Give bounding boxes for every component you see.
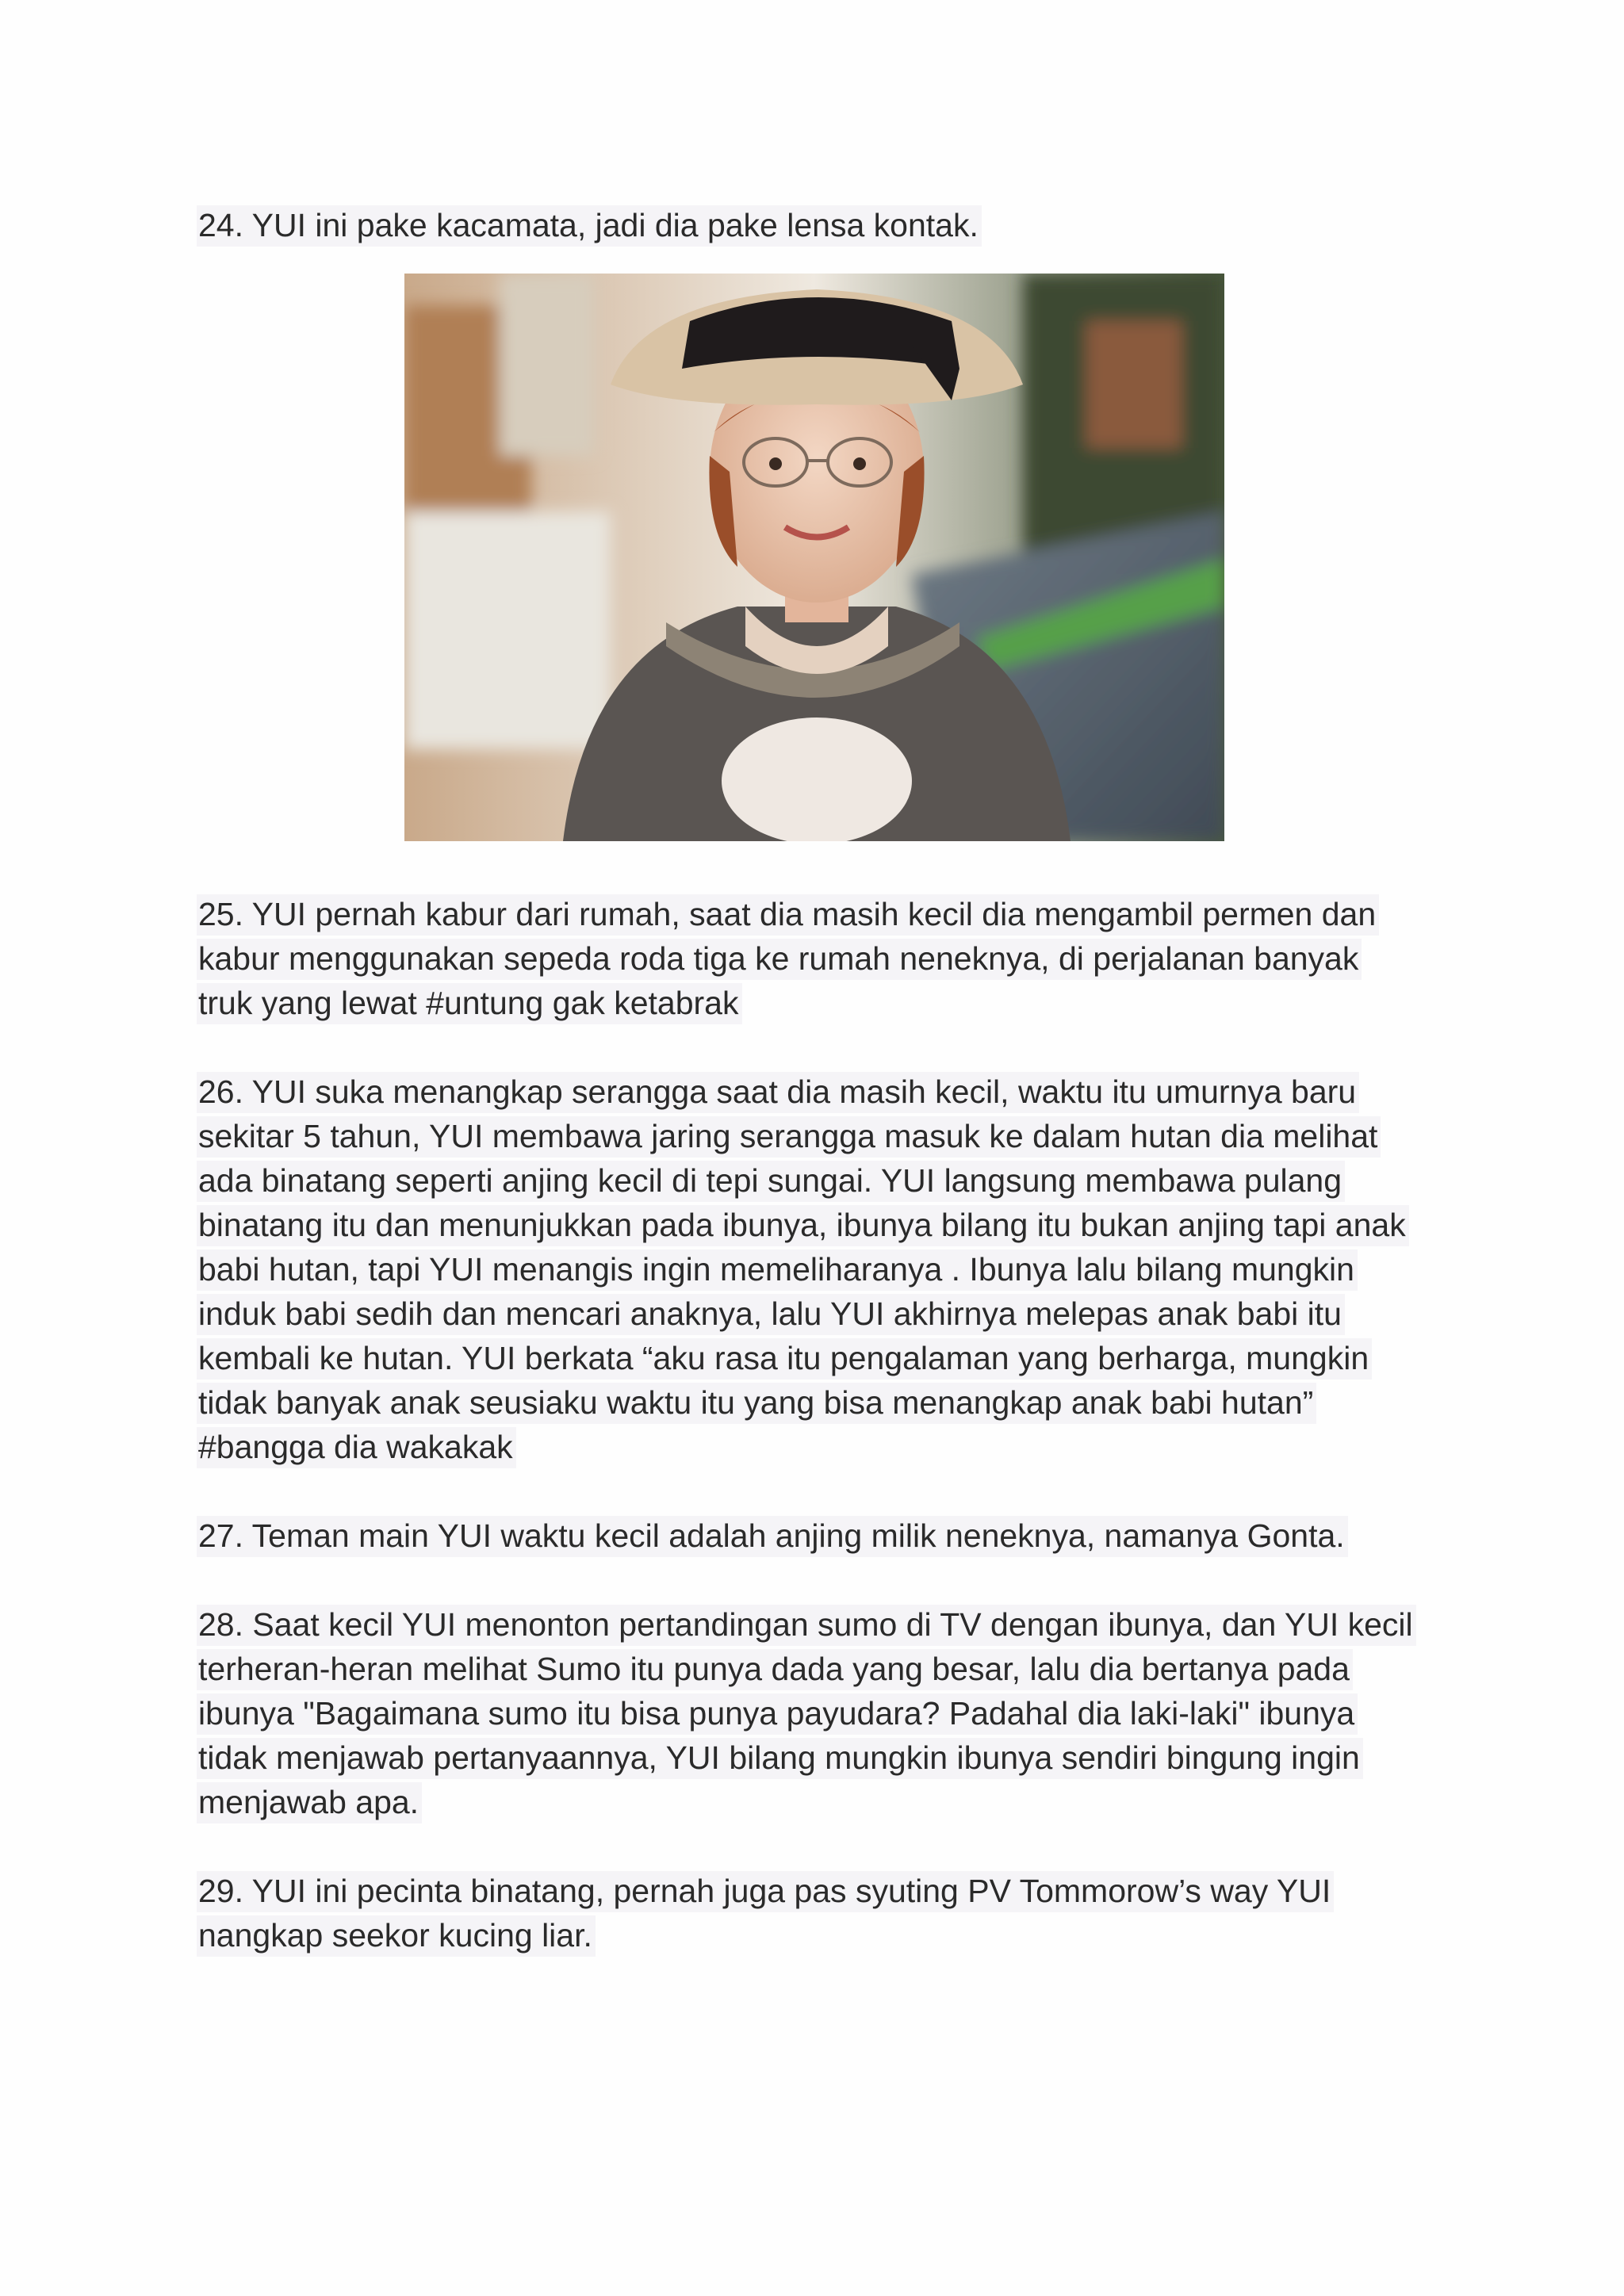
text-line: binatang itu dan menunjukkan pada ibunya, ibunya bilang itu bukan anjing tapi anak bbox=[197, 1205, 1409, 1246]
text-line: tidak banyak anak seusiaku waktu itu yang bisa menangkap anak babi hutan” bbox=[197, 1383, 1316, 1424]
text-line: ada binatang seperti anjing kecil di tepi sungai. YUI langsung membawa pulang bbox=[197, 1161, 1345, 1202]
text-line: terheran-heran melihat Sumo itu punya dada yang besar, lalu dia bertanya pada bbox=[197, 1649, 1353, 1690]
item-25 bbox=[197, 892, 1465, 1025]
text-line: kabur menggunakan sepeda roda tiga ke rumah neneknya, di perjalanan banyak bbox=[197, 939, 1362, 980]
item-28 bbox=[197, 1602, 1465, 1824]
text-line: 29. YUI ini pecinta binatang, pernah juga pas syuting PV Tommorow’s way YUI bbox=[197, 1871, 1334, 1912]
text-line: 27. Teman main YUI waktu kecil adalah anjing milik neneknya, namanya Gonta. bbox=[197, 1516, 1348, 1557]
text-line: nangkap seekor kucing liar. bbox=[197, 1915, 596, 1957]
text-line: ibunya "Bagaimana sumo itu bisa punya payudara? Padahal dia laki-laki" ibunya bbox=[197, 1693, 1358, 1735]
item-26 bbox=[197, 1070, 1465, 1469]
text-line: truk yang lewat #untung gak ketabrak bbox=[197, 983, 742, 1024]
text-line: #bangga dia wakakak bbox=[197, 1427, 516, 1468]
text-line: 28. Saat kecil YUI menonton pertandingan sumo di TV dengan ibunya, dan YUI kecil bbox=[197, 1605, 1416, 1646]
yui-photo bbox=[404, 274, 1224, 841]
item-27 bbox=[197, 1513, 1465, 1558]
text-line: 26. YUI suka menangkap serangga saat dia masih kecil, waktu itu umurnya baru bbox=[197, 1072, 1359, 1113]
text-line: kembali ke hutan. YUI berkata “aku rasa itu pengalaman yang berharga, mungkin bbox=[197, 1338, 1372, 1380]
text-line: induk babi sedih dan mencari anaknya, lalu YUI akhirnya melepas anak babi itu bbox=[197, 1294, 1345, 1335]
text-line: sekitar 5 tahun, YUI membawa jaring serangga masuk ke dalam hutan dia melihat bbox=[197, 1116, 1381, 1158]
text-line: 24. YUI ini pake kacamata, jadi dia pake lensa kontak. bbox=[197, 205, 982, 247]
item-24 bbox=[197, 203, 1465, 247]
portrait-image bbox=[404, 274, 1224, 841]
text-line: babi hutan, tapi YUI menangis ingin memeliharanya . Ibunya lalu bilang mungkin bbox=[197, 1249, 1358, 1291]
item-29 bbox=[197, 1869, 1465, 1957]
text-line: tidak menjawab pertanyaannya, YUI bilang mungkin ibunya sendiri bingung ingin bbox=[197, 1738, 1363, 1779]
text-line: menjawab apa. bbox=[197, 1782, 422, 1823]
text-line: 25. YUI pernah kabur dari rumah, saat dia masih kecil dia mengambil permen dan bbox=[197, 894, 1379, 936]
